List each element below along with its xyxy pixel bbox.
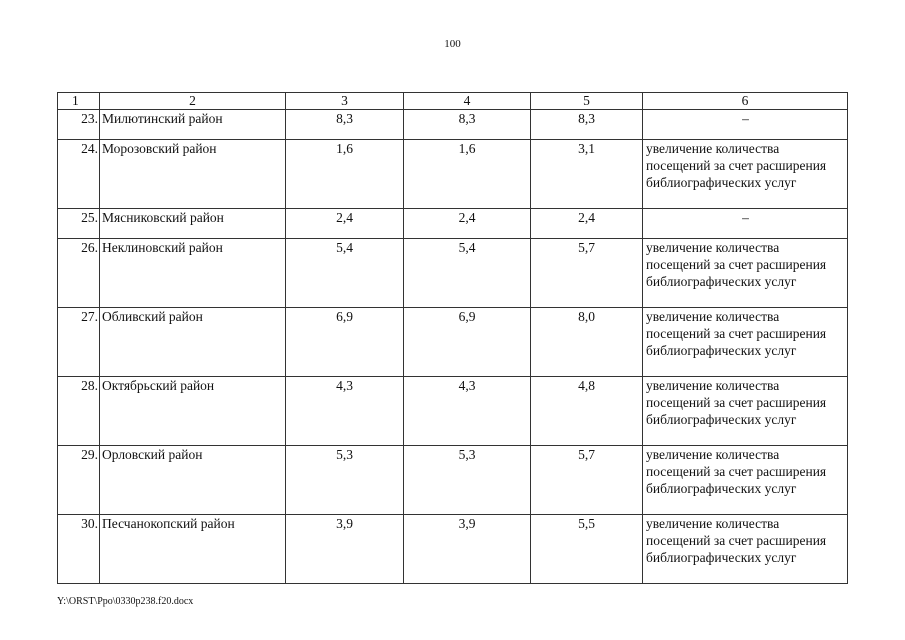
row-number: 26. bbox=[58, 239, 100, 308]
footer-file-path: Y:\ORST\Ppo\0330p238.f20.docx bbox=[57, 596, 194, 607]
note-cell: увеличение количества посещений за счет расширения библиографических услуг bbox=[643, 140, 848, 209]
value-col-4: 4,3 bbox=[404, 377, 531, 446]
note-cell: – bbox=[643, 209, 848, 239]
value-col-3: 3,9 bbox=[286, 515, 404, 584]
value-col-5: 8,0 bbox=[531, 308, 643, 377]
value-col-5: 4,8 bbox=[531, 377, 643, 446]
value-col-4: 2,4 bbox=[404, 209, 531, 239]
header-col-5: 5 bbox=[531, 93, 643, 110]
value-col-3: 5,3 bbox=[286, 446, 404, 515]
table-row bbox=[58, 209, 848, 239]
note-cell: увеличение количества посещений за счет расширения библиографических услуг bbox=[643, 308, 848, 377]
district-name: Октябрьский район bbox=[100, 377, 286, 446]
header-col-3: 3 bbox=[286, 93, 404, 110]
value-col-3: 1,6 bbox=[286, 140, 404, 209]
table-row bbox=[58, 446, 848, 515]
row-number: 29. bbox=[58, 446, 100, 515]
value-col-4: 6,9 bbox=[404, 308, 531, 377]
header-col-6: 6 bbox=[643, 93, 848, 110]
value-col-3: 6,9 bbox=[286, 308, 404, 377]
note-cell: увеличение количества посещений за счет расширения библиографических услуг bbox=[643, 515, 848, 584]
value-col-3: 5,4 bbox=[286, 239, 404, 308]
district-name: Орловский район bbox=[100, 446, 286, 515]
value-col-4: 8,3 bbox=[404, 110, 531, 140]
note-cell: – bbox=[643, 110, 848, 140]
row-number: 25. bbox=[58, 209, 100, 239]
row-number: 24. bbox=[58, 140, 100, 209]
table-row bbox=[58, 377, 848, 446]
row-number: 28. bbox=[58, 377, 100, 446]
district-name: Песчанокопский район bbox=[100, 515, 286, 584]
value-col-5: 2,4 bbox=[531, 209, 643, 239]
note-cell: увеличение количества посещений за счет расширения библиографических услуг bbox=[643, 377, 848, 446]
value-col-4: 3,9 bbox=[404, 515, 531, 584]
value-col-5: 5,7 bbox=[531, 239, 643, 308]
note-cell: увеличение количества посещений за счет расширения библиографических услуг bbox=[643, 239, 848, 308]
value-col-5: 5,5 bbox=[531, 515, 643, 584]
district-name: Неклиновский район bbox=[100, 239, 286, 308]
table-row bbox=[58, 140, 848, 209]
value-col-4: 1,6 bbox=[404, 140, 531, 209]
table-header-row bbox=[58, 93, 848, 110]
district-name: Милютинский район bbox=[100, 110, 286, 140]
value-col-4: 5,4 bbox=[404, 239, 531, 308]
note-cell: увеличение количества посещений за счет расширения библиографических услуг bbox=[643, 446, 848, 515]
district-table bbox=[57, 92, 848, 584]
value-col-3: 4,3 bbox=[286, 377, 404, 446]
header-col-2: 2 bbox=[100, 93, 286, 110]
header-col-4: 4 bbox=[404, 93, 531, 110]
value-col-3: 2,4 bbox=[286, 209, 404, 239]
value-col-5: 3,1 bbox=[531, 140, 643, 209]
table-row bbox=[58, 110, 848, 140]
district-name: Обливский район bbox=[100, 308, 286, 377]
table-row bbox=[58, 515, 848, 584]
district-name: Морозовский район bbox=[100, 140, 286, 209]
header-col-1: 1 bbox=[58, 93, 100, 110]
value-col-5: 5,7 bbox=[531, 446, 643, 515]
district-name: Мясниковский район bbox=[100, 209, 286, 239]
row-number: 23. bbox=[58, 110, 100, 140]
table-row bbox=[58, 239, 848, 308]
value-col-3: 8,3 bbox=[286, 110, 404, 140]
value-col-5: 8,3 bbox=[531, 110, 643, 140]
page-number: 100 bbox=[444, 38, 461, 50]
table-row bbox=[58, 308, 848, 377]
row-number: 30. bbox=[58, 515, 100, 584]
value-col-4: 5,3 bbox=[404, 446, 531, 515]
row-number: 27. bbox=[58, 308, 100, 377]
